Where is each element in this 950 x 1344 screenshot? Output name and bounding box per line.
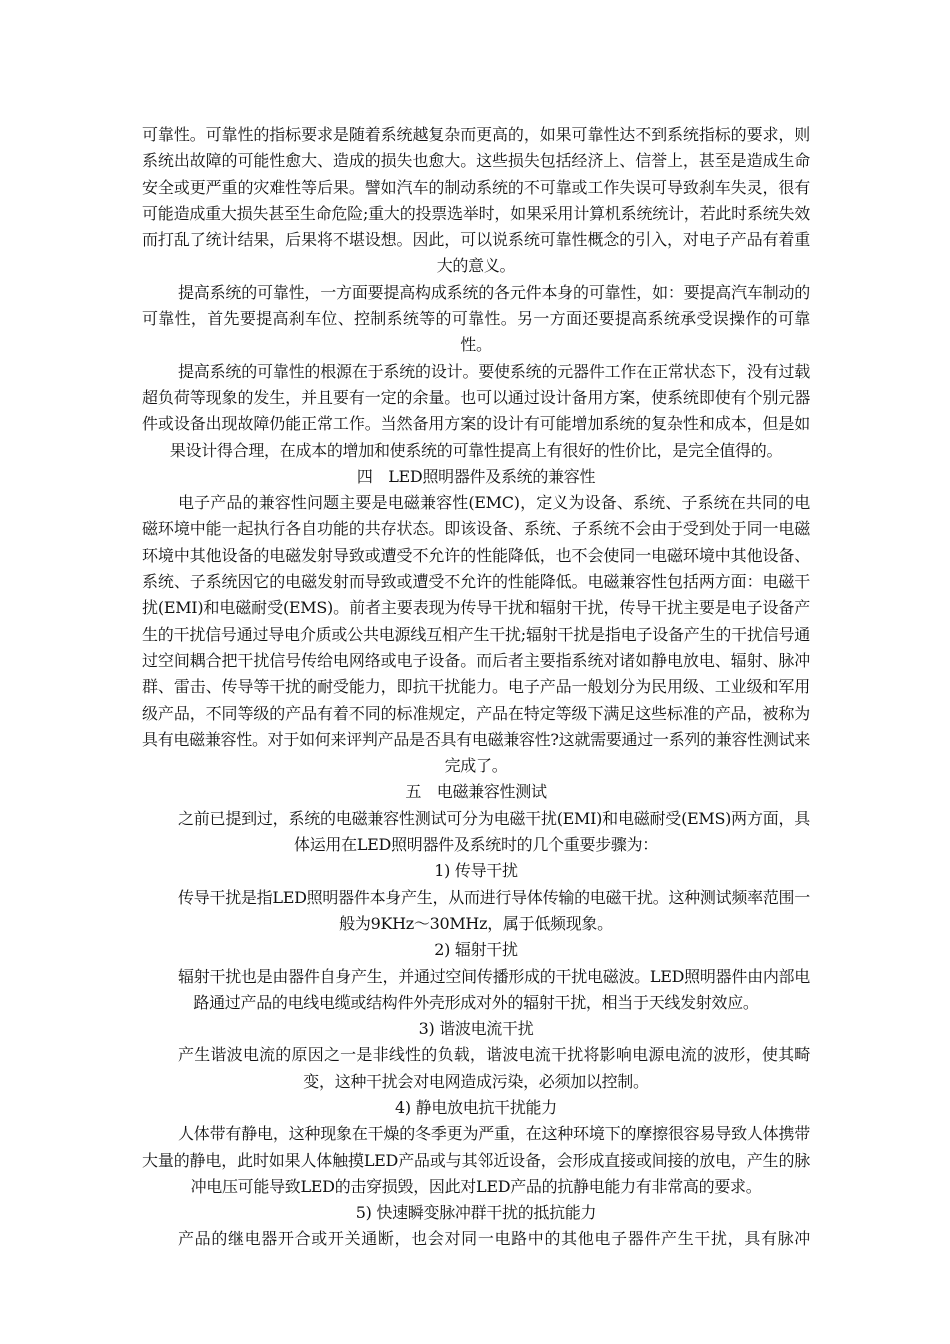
- paragraph-esd: 人体带有静电，这种现象在干燥的冬季更为严重，在这种环境下的摩擦很容易导致人体携带大量的静电，此时如果人体触摸LED产品或与其邻近设备，会形成直接或间接的放电，产生的脉冲电压可能导致LED的击穿损毁，因此对LED产品的抗静电能力有非常高的要求。: [142, 1124, 810, 1196]
- paragraph-reliability-design: 提高系统的可靠性的根源在于系统的设计。要使系统的元器件工作在正常状态下，没有过载超负荷等现象的发生，并且要有一定的余量。也可以通过设计备用方案，使系统即使有个别元器件或设备出现故障仍能正常工作。当然备用方案的设计有可能增加系统的复杂性和成本，但是如果设计得合理，在成本的增加和使系统的可靠性提高上有很好的性价比，是完全值得的。: [142, 361, 810, 460]
- paragraph-reliability-components: 提高系统的可靠性，一方面要提高构成系统的各元件本身的可靠性，如：要提高汽车制动的可靠性，首先要提高刹车位、控制系统等的可靠性。另一方面还要提高系统承受误操作的可靠性。: [142, 282, 810, 355]
- paragraph-radiated: 辐射干扰也是由器件自身产生，并通过空间传播形成的干扰电磁波。LED照明器件由内部电路通过产品的电线电缆或结构件外壳形成对外的辐射干扰，相当于天线发射效应。: [178, 966, 810, 1012]
- paragraph-eft: 产品的继电器开合或开关通断，也会对同一电路中的其他电子器件产生干扰，具有脉冲: [178, 1229, 810, 1249]
- subheading-radiated: 2) 辐射干扰: [434, 940, 518, 960]
- paragraph-emc-testing: 之前已提到过，系统的电磁兼容性测试可分为电磁干扰(EMI)和电磁耐受(EMS)两方面，具体运用在LED照明器件及系统时的几个重要步骤为：: [178, 808, 810, 855]
- paragraph-conducted: 传导干扰是指LED照明器件本身产生，从而进行导体传输的电磁干扰。这种测试频率范围一般为9KHz～30MHz，属于低频现象。: [178, 887, 810, 933]
- paragraph-emc-definition: 电子产品的兼容性问题主要是电磁兼容性(EMC)，定义为设备、系统、子系统在共同的电磁环境中能一起执行各自功能的共存状态。即该设备、系统、子系统不会由于受到处于同一电磁环境中其他设备的电磁发射导致或遭受不允许的性能降低，也不会使同一电磁环境中其他设备、系统、子系统因它的电磁发射而导致或遭受不允许的性能降低。电磁兼容性包括两方面：电磁干扰(EMI)和电磁耐受(EMS)。前者主要表现为传导干扰和辐射干扰，传导干扰主要是电子设备产生的干扰信号通过导电介质或公共电源线互相产生干扰;辐射干扰是指电子设备产生的干扰信号通过空间耦合把干扰信号传给电网络或电子设备。而后者主要指系统对诸如静电放电、辐射、脉冲群、雷击、传导等干扰的耐受能力，即抗干扰能力。电子产品一般划分为民用级、工业级和军用级产品，不同等级的产品有着不同的标准规定，产品在特定等级下满足这些标准的产品，被称为具有电磁兼容性。对于如何来评判产品是否具有电磁兼容性?这就需要通过一系列的兼容性测试来完成了。: [142, 493, 810, 776]
- paragraph-harmonic: 产生谐波电流的原因之一是非线性的负载，谐波电流干扰将影响电源电流的波形，使其畸变，这种干扰会对电网造成污染，必须加以控制。: [178, 1045, 810, 1091]
- subheading-esd: 4) 静电放电抗干扰能力: [395, 1097, 557, 1117]
- section-heading-5: 五 电磁兼容性测试: [405, 782, 547, 802]
- subheading-harmonic: 3) 谐波电流干扰: [418, 1019, 534, 1039]
- section-heading-4: 四 LED照明器件及系统的兼容性: [356, 466, 596, 486]
- subheading-conducted: 1) 传导干扰: [434, 861, 518, 881]
- subheading-eft: 5) 快速瞬变脉冲群干扰的抵抗能力: [355, 1203, 597, 1223]
- body-text: [142, 122, 810, 1253]
- paragraph-reliability-intro: 可靠性。可靠性的指标要求是随着系统越复杂而更高的，如果可靠性达不到系统指标的要求，则系统出故障的可能性愈大、造成的损失也愈大。这些损失包括经济上、信誉上，甚至是造成生命安全或更严重的灾难性等后果。譬如汽车的制动系统的不可靠或工作失误可导致刹车失灵，很有可能造成重大损失甚至生命危险;重大的投票选举时，如果采用计算机系统统计，若此时系统失效而打乱了统计结果，后果将不堪设想。因此，可以说系统可靠性概念的引入，对电子产品有着重大的意义。: [142, 125, 810, 276]
